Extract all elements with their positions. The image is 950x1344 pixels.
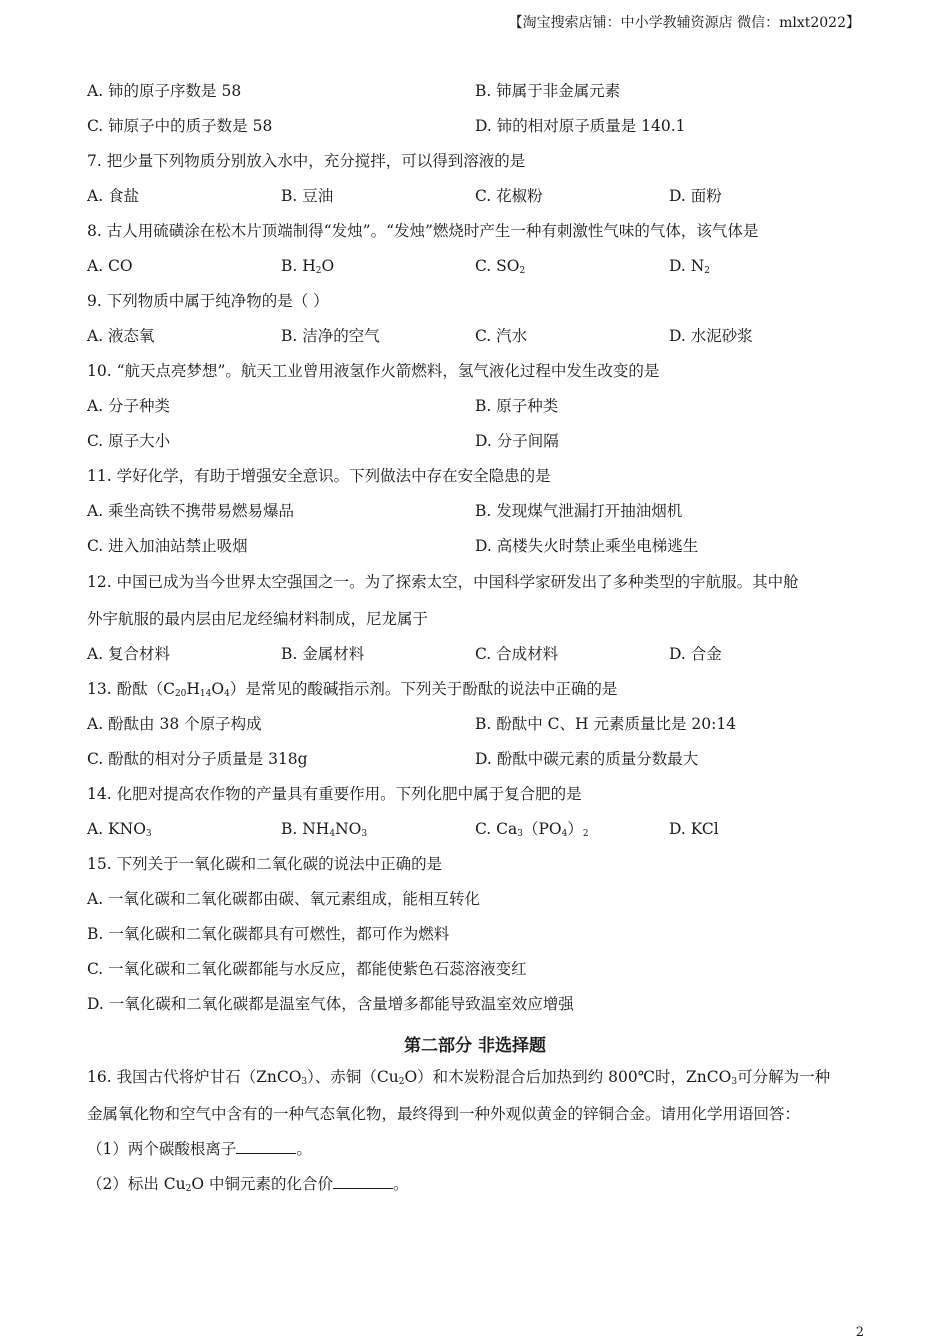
q16-part1: （1）两个碳酸根离子 。 (87, 1140, 312, 1158)
q16-stem-line1: 16. 我国古代将炉甘石（ZnCO$_3$）、赤铜$(Cu_2O)$和木炭粉混合后加热到约 800℃时，ZnCO$_3$可分解为一种 (87, 1068, 831, 1087)
q14-option-b: B. $NH_4NO_3$ (281, 820, 368, 839)
q6-option-c: C. 铈原子中的质子数是 58 (87, 117, 273, 135)
q10-stem: 10. “航天点亮梦想”。航天工业曾用液氢作火箭燃料，氢气液化过程中发生改变的是 (87, 362, 660, 380)
q6-option-b: B. 铈属于非金属元素 (475, 82, 621, 100)
q15-option-a: A. 一氧化碳和二氧化碳都由碳、氧元素组成，能相互转化 (87, 890, 481, 908)
section-title: 第二部分 非选择题 (404, 1036, 546, 1056)
q16-part2: （2）标出 $Cu_2O$ 中铜元素的化合价 。 (87, 1175, 409, 1194)
q12-option-a: A. 复合材料 (87, 645, 171, 663)
page-header: 【淘宝搜索店铺：中小学教辅资源店 微信：mlxt2022】 (508, 15, 860, 31)
q13-option-b: B. 酚酞中 C、H 元素质量比是 20:14 (475, 715, 737, 733)
q15-stem: 15. 下列关于一氧化碳和二氧化碳的说法中正确的是 (87, 855, 443, 873)
q9-option-a: A. 液态氧 (87, 327, 155, 345)
q14-stem: 14. 化肥对提高农作物的产量具有重要作用。下列化肥中属于复合肥的是 (87, 785, 582, 803)
q8-option-d: D. $N_2$ (669, 257, 711, 276)
q6-option-a: A. 铈的原子序数是 58 (87, 82, 242, 100)
q10-option-a: A. 分子种类 (87, 397, 171, 415)
q9-option-d: D. 水泥砂浆 (669, 327, 753, 345)
q9-option-c: C. 汽水 (475, 327, 528, 345)
q13-option-c: C. 酚酞的相对分子质量是 318g (87, 750, 308, 768)
q12-option-b: B. 金属材料 (281, 645, 365, 663)
q8-option-c: C. $SO_2$ (475, 257, 526, 276)
q7-option-d: D. 面粉 (669, 187, 722, 205)
q13-stem: 13. 酚酞$(C_{20}H_{14}O_4)$是常见的酸碱指示剂。下列关于酚酞的说法中正确的是 (87, 680, 618, 699)
answer-blank[interactable] (236, 1139, 296, 1154)
q8-option-a: A. CO (87, 257, 133, 275)
q9-option-b: B. 洁净的空气 (281, 327, 380, 345)
q15-option-c: C. 一氧化碳和二氧化碳都能与水反应，都能使紫色石蕊溶液变红 (87, 960, 527, 978)
q11-option-c: C. 进入加油站禁止吸烟 (87, 537, 248, 555)
q7-option-a: A. 食盐 (87, 187, 140, 205)
q12-stem-line1: 12. 中国已成为当今世界太空强国之一。为了探索太空，中国科学家研发出了多种类型的宇航服。其中舱 (87, 573, 799, 591)
q13-option-d: D. 酚酞中碳元素的质量分数最大 (475, 750, 699, 768)
q13-option-a: A. 酚酞由 38 个原子构成 (87, 715, 262, 733)
q15-option-b: B. 一氧化碳和二氧化碳都具有可燃性，都可作为燃料 (87, 925, 450, 943)
q10-option-d: D. 分子间隔 (475, 432, 559, 450)
q7-option-b: B. 豆油 (281, 187, 334, 205)
q12-stem-line2: 外宇航服的最内层由尼龙经编材料制成，尼龙属于 (87, 610, 429, 628)
q6-option-d: D. 铈的相对原子质量是 140.1 (475, 117, 686, 135)
q7-option-c: C. 花椒粉 (475, 187, 543, 205)
q15-option-d: D. 一氧化碳和二氧化碳都是温室气体，含量增多都能导致温室效应增强 (87, 995, 574, 1013)
q12-option-d: D. 合金 (669, 645, 722, 663)
q12-option-c: C. 合成材料 (475, 645, 559, 663)
q9-stem: 9. 下列物质中属于纯净物的是（ ） (87, 292, 329, 310)
q11-option-b: B. 发现煤气泄漏打开抽油烟机 (475, 502, 683, 520)
q8-option-b: B. $H_2O$ (281, 257, 335, 276)
q11-stem: 11. 学好化学，有助于增强安全意识。下列做法中存在安全隐患的是 (87, 467, 551, 485)
q14-option-d: D. KCl (669, 820, 719, 838)
q10-option-c: C. 原子大小 (87, 432, 171, 450)
q16-stem-line2: 金属氧化物和空气中含有的一种气态氧化物，最终得到一种外观似黄金的锌铜合金。请用化学用语回答： (87, 1105, 801, 1123)
q11-option-a: A. 乘坐高铁不携带易燃易爆品 (87, 502, 295, 520)
q14-option-c: C. $Ca_3(PO_4)_2$ (475, 820, 589, 839)
q8-stem: 8. 古人用硫磺涂在松木片顶端制得“发烛”。“发烛”燃烧时产生一种有刺激性气味的气体，该气体是 (87, 222, 759, 240)
q10-option-b: B. 原子种类 (475, 397, 559, 415)
q7-stem: 7. 把少量下列物质分别放入水中，充分搅拌，可以得到溶液的是 (87, 152, 526, 170)
q14-option-a: A. $KNO_3$ (87, 820, 152, 839)
answer-blank[interactable] (333, 1174, 393, 1189)
q11-option-d: D. 高楼失火时禁止乘坐电梯逃生 (475, 537, 699, 555)
page-number: 2 (855, 1325, 864, 1340)
